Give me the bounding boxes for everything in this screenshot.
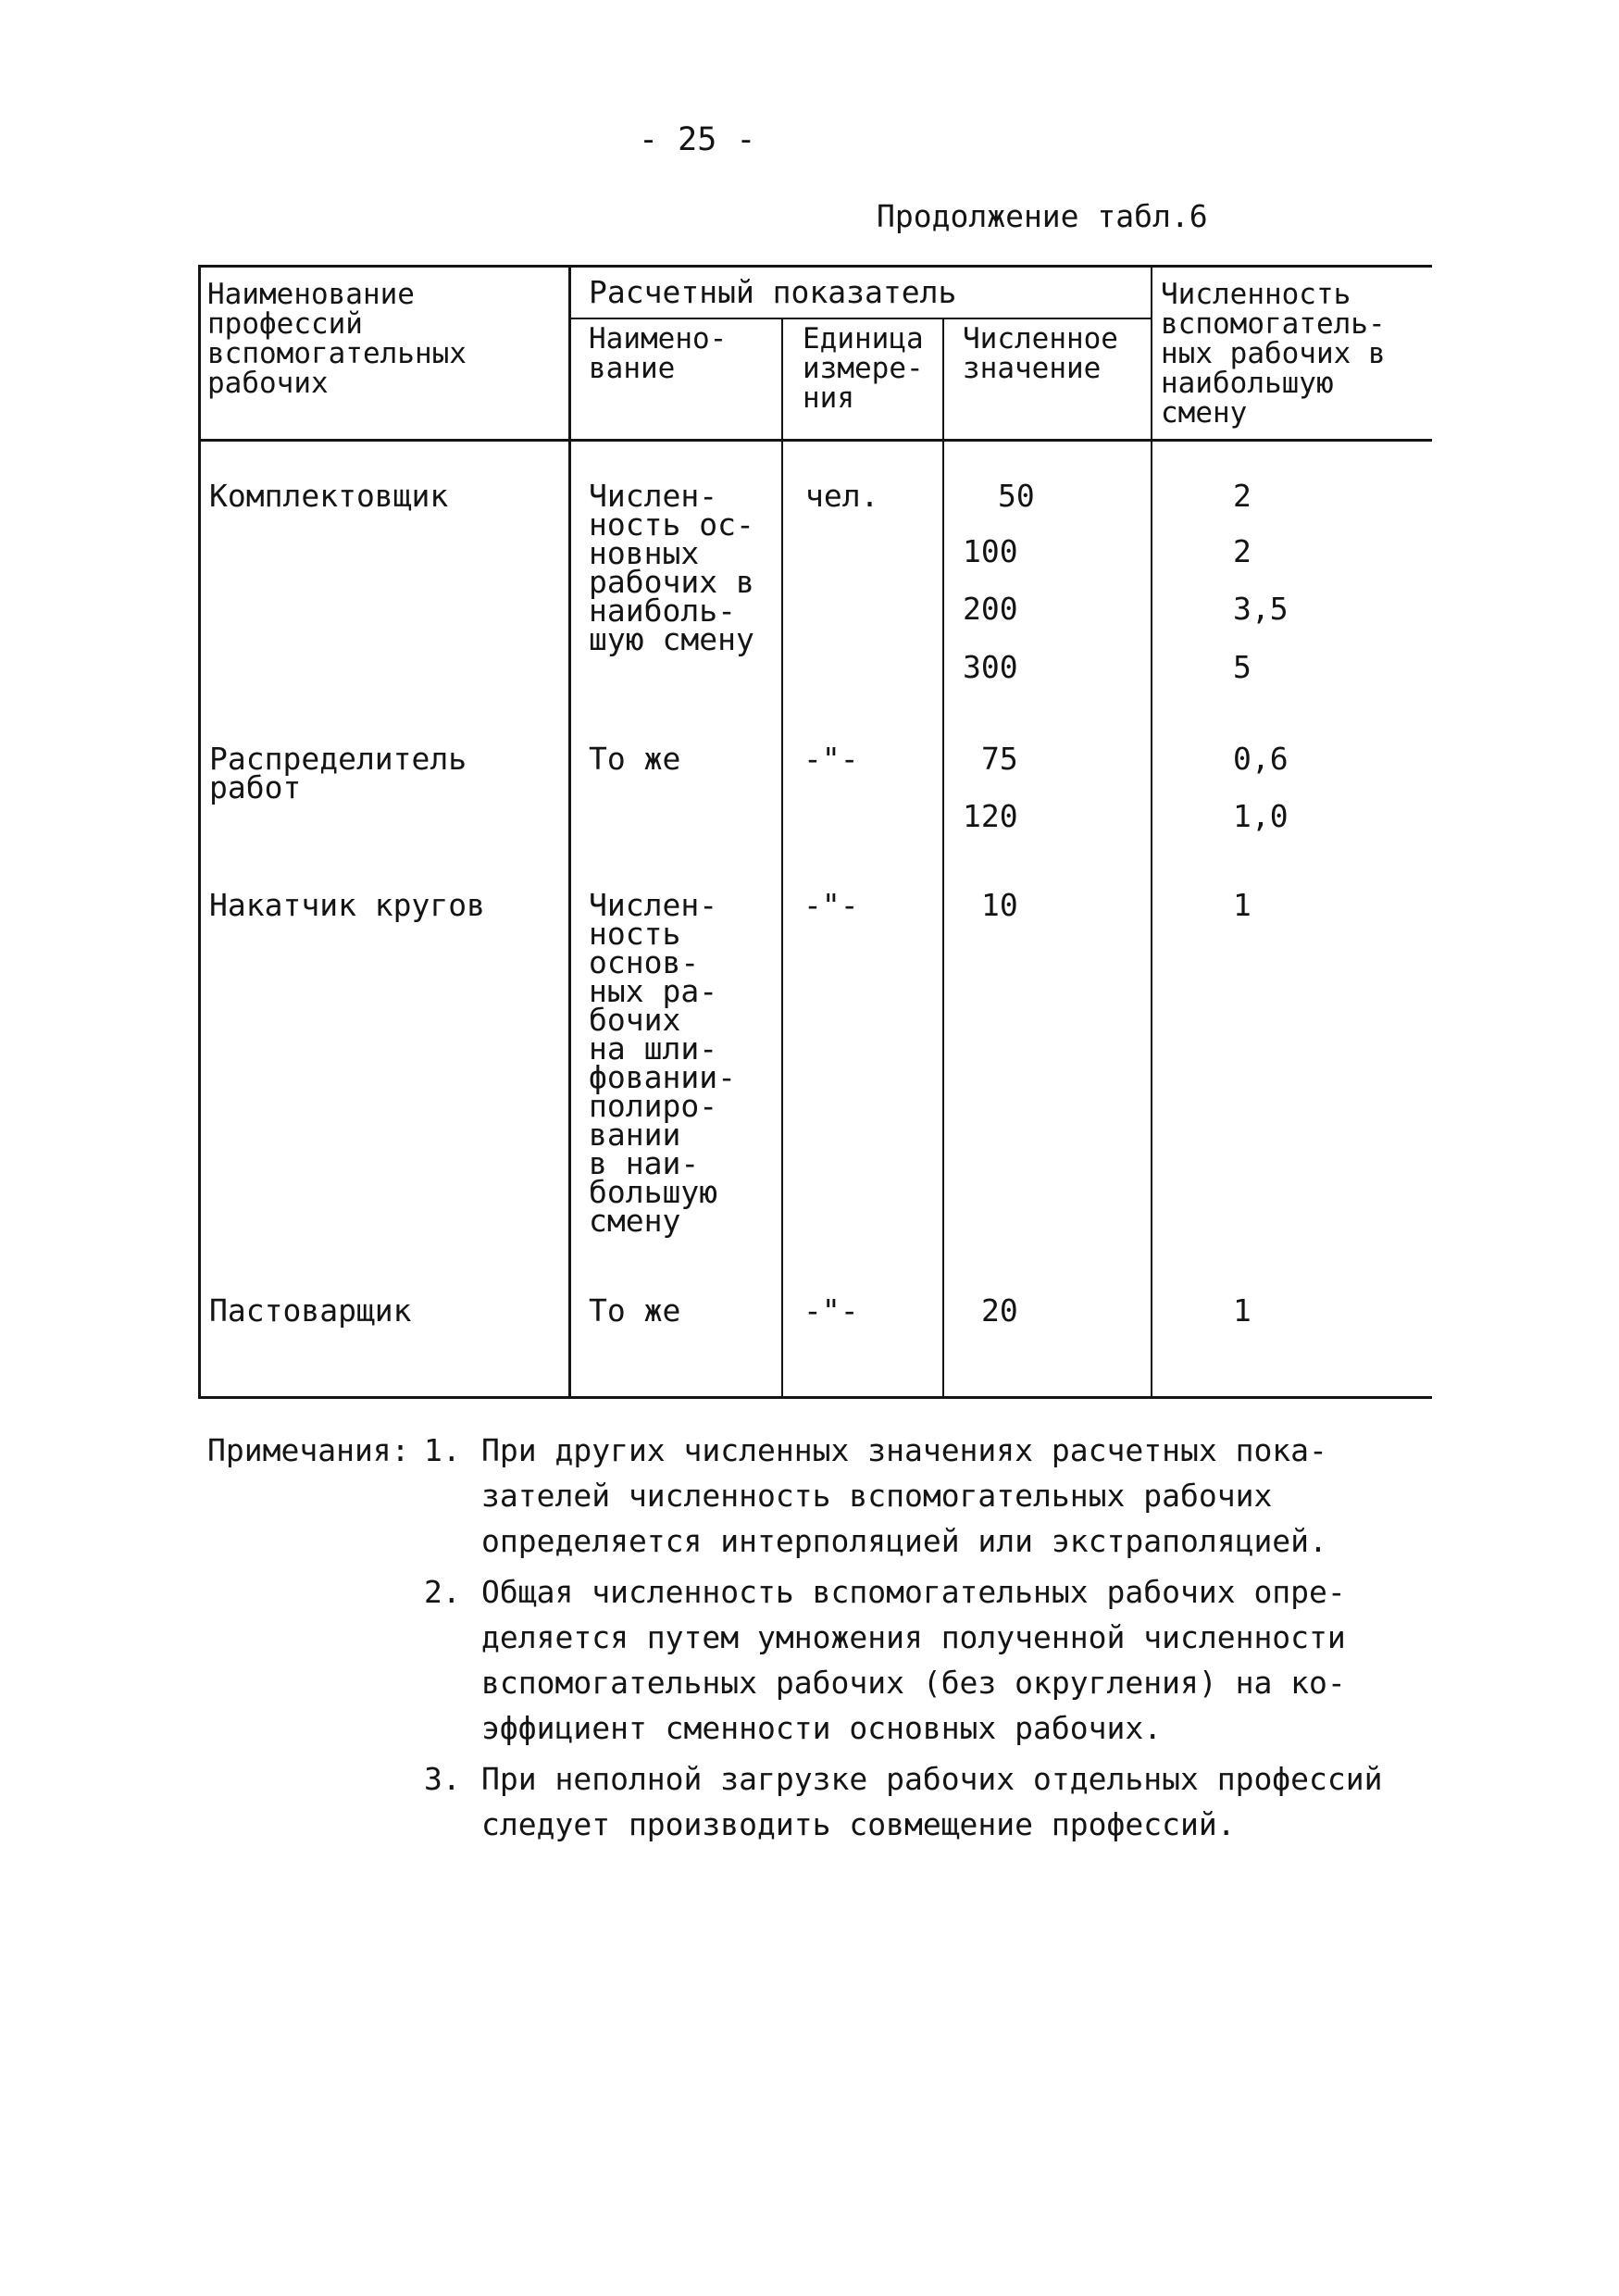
header-unit: Единица измере- ния xyxy=(803,322,924,415)
note-3-text: При неполной загрузке рабочих отдельных профессий следует производить совмещение профессий. xyxy=(481,1761,1383,1842)
row3-profession: Накатчик кругов xyxy=(209,887,486,923)
col-divider-unit xyxy=(942,318,944,1399)
row1-value-4: 300 xyxy=(963,649,1018,685)
row2-count-1: 0,6 xyxy=(1233,741,1289,777)
col-divider-value xyxy=(1151,265,1152,1399)
row4-count-1: 1 xyxy=(1233,1292,1252,1329)
row4-profession: Пастоварщик xyxy=(209,1292,412,1329)
table-bottom-border xyxy=(198,1396,1432,1399)
row1-value-3: 200 xyxy=(963,591,1018,627)
table-top-border xyxy=(200,265,1432,268)
row4-value-1: 20 xyxy=(981,1292,1018,1329)
row1-value-1: 50 xyxy=(998,478,1035,514)
col-divider-name xyxy=(781,318,783,1399)
row2-indicator: То же xyxy=(589,741,681,777)
row3-value-1: 10 xyxy=(981,887,1018,923)
row1-count-2: 2 xyxy=(1233,533,1252,569)
row3-unit: -"- xyxy=(803,887,859,923)
row1-count-4: 5 xyxy=(1233,649,1252,685)
row2-profession: Распределитель работ xyxy=(209,741,467,805)
row2-count-2: 1,0 xyxy=(1233,798,1289,834)
page-number: - 25 - xyxy=(639,121,756,158)
col-divider-profession xyxy=(568,265,571,1399)
row1-value-2: 100 xyxy=(963,533,1018,569)
row1-indicator: Числен- ность ос- новных рабочих в наиболь- шую смену xyxy=(589,478,754,657)
row2-unit: -"- xyxy=(803,741,859,777)
header-indicator-group: Расчетный показатель xyxy=(589,274,957,310)
row4-indicator: То же xyxy=(589,1292,681,1329)
col-divider-left xyxy=(198,265,201,1399)
header-profession: Наименование профессий вспомогательных рабочих xyxy=(207,278,467,400)
row3-count-1: 1 xyxy=(1233,887,1252,923)
row1-profession: Комплектовщик xyxy=(209,478,449,514)
row2-value-2: 120 xyxy=(963,798,1018,834)
note-1-number: 1. xyxy=(424,1432,461,1468)
note-1-text: При других численных значениях расчетных пока- зателей численность вспомогательных рабочих определяется интерполяцией или экстраполяцией. xyxy=(481,1432,1327,1559)
row1-count-3: 3,5 xyxy=(1233,591,1289,627)
note-2-number: 2. xyxy=(424,1574,461,1610)
row1-count-1: 2 xyxy=(1233,478,1252,514)
notes-label: Примечания: xyxy=(207,1432,410,1468)
subheader-divider xyxy=(568,318,1151,319)
row4-unit: -"- xyxy=(803,1292,859,1329)
header-headcount: Численность вспомогатель- ных рабочих в наибольшую смену xyxy=(1161,278,1386,430)
header-bottom-border xyxy=(200,439,1432,442)
row3-indicator: Числен- ность основ- ных ра- бочих на шли- фовании- полиро- вании в наи- большую смену xyxy=(589,887,736,1239)
header-value: Численное значение xyxy=(963,322,1118,385)
note-3-number: 3. xyxy=(424,1761,461,1797)
note-2-text: Общая численность вспомогательных рабочих опре- деляется путем умножения полученной численности вспомогательных рабочих (без округления) на ко- эффициент сменности основных рабочих. xyxy=(481,1574,1346,1746)
header-indicator-name: Наимено- вание xyxy=(589,322,728,385)
table-caption: Продолжение табл.6 xyxy=(877,198,1208,234)
row2-value-1: 75 xyxy=(981,741,1018,777)
row1-unit: чел. xyxy=(805,478,879,514)
